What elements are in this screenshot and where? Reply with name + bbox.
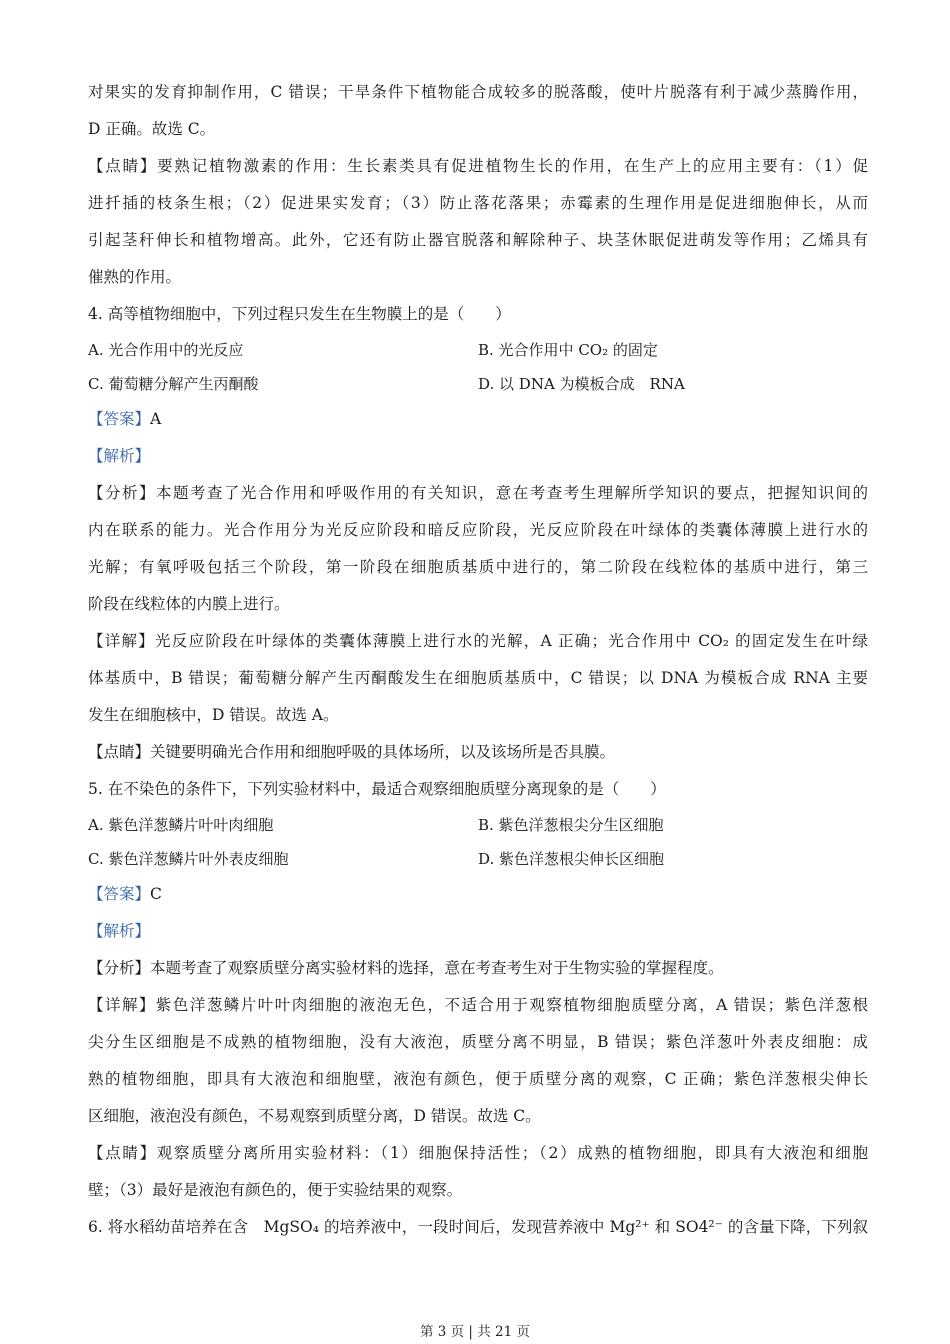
q5-answer [88, 876, 868, 913]
page-footer: 第 3 页 | 共 21 页 [419, 1324, 531, 1340]
q5-xiangjie-line: 区细胞，液泡没有颜色，不易观察到质壁分离，D 错误。故选 C。 [88, 1107, 541, 1125]
q4-jiexi-label: 【解析】 [88, 447, 151, 465]
q6-stem: 6. 将水稻幼苗培养在含 MgSO₄ 的培养液中，一段时间后，发现营养液中 Mg²⁺ 和 SO4²⁻ 的含量下降，下列叙 [88, 1218, 868, 1236]
q3-dianjing-line: 进扦插的枝条生根；（2）促进果实发育；（3）防止落花落果；赤霉素的生理作用是促进细胞伸长，从而 [88, 194, 868, 212]
q4-fenxi-line: 【分析】本题考查了光合作用和呼吸作用的有关知识，意在考查考生理解所学知识的要点，把握知识间的 [88, 484, 868, 502]
q5-jiexi-label: 【解析】 [88, 922, 151, 940]
q3-dianjing-line: 引起茎秆伸长和植物增高。此外，它还有防止器官脱落和解除种子、块茎休眠促进萌发等作用；乙烯具有 [88, 231, 868, 249]
q3-text-line: D 正确。故选 C。 [88, 120, 216, 138]
q4-xiangjie-line: 【详解】光反应阶段在叶绿体的类囊体薄膜上进行水的光解，A 正确；光合作用中 CO₂ 的固定发生在叶绿 [88, 632, 868, 650]
q4-options-row [88, 367, 868, 401]
document-page [88, 74, 868, 1246]
q5-option-d: D. 紫色洋葱根尖伸长区细胞 [478, 850, 665, 868]
q5-dianjing-line: 【点睛】观察质壁分离所用实验材料：（1）细胞保持活性；（2）成熟的植物细胞，即具有大液泡和细胞 [88, 1144, 868, 1162]
q4-xiangjie-line: 体基质中，B 错误；葡萄糖分解产生丙酮酸发生在细胞质基质中，C 错误；以 DNA 为模板合成 RNA 主要 [88, 669, 868, 687]
q5-stem: 5. 在不染色的条件下，下列实验材料中，最适合观察细胞质壁分离现象的是（ ） [88, 780, 666, 798]
q5-dianjing-line: 壁；（3）最好是液泡有颜色的，便于实验结果的观察。 [88, 1181, 463, 1199]
q5-xiangjie-line: 尖分生区细胞是不成熟的植物细胞，没有大液泡，质壁分离不明显，B 错误；紫色洋葱叶外表皮细胞：成 [88, 1033, 868, 1051]
q3-dianjing-line: 【点睛】要熟记植物激素的作用：生长素类具有促进植物生长的作用，在生产上的应用主要有：（1）促 [88, 157, 868, 175]
q5-options-row [88, 842, 868, 876]
q4-option-c: C. 葡萄糖分解产生丙酮酸 [88, 375, 259, 393]
q3-text-line: 对果实的发育抑制作用，C 错误；干旱条件下植物能合成较多的脱落酸，使叶片脱落有利于减少蒸腾作用， [88, 83, 868, 101]
q4-options-row [88, 333, 868, 367]
q4-fenxi-line: 光解；有氧呼吸包括三个阶段，第一阶段在细胞质基质中进行的，第二阶段在线粒体的基质中进行，第三 [88, 558, 868, 576]
q4-fenxi-line: 阶段在线粒体的内膜上进行。 [88, 595, 290, 613]
q4-option-b: B. 光合作用中 CO₂ 的固定 [478, 341, 658, 359]
q5-option-c: C. 紫色洋葱鳞片叶外表皮细胞 [88, 850, 289, 868]
q4-fenxi-line: 内在联系的能力。光合作用分为光反应阶段和暗反应阶段，光反应阶段在叶绿体的类囊体薄膜上进行水的 [88, 521, 868, 539]
answer-label: 【答案】 [88, 410, 151, 428]
q5-option-b: B. 紫色洋葱根尖分生区细胞 [478, 816, 664, 834]
q4-option-d: D. 以 DNA 为模板合成 RNA [478, 375, 685, 393]
q5-option-a: A. 紫色洋葱鳞片叶叶肉细胞 [88, 816, 274, 834]
q4-xiangjie-line: 发生在细胞核中，D 错误。故选 A。 [88, 706, 339, 724]
q3-dianjing-line: 催熟的作用。 [88, 268, 182, 286]
q4-answer [88, 401, 868, 438]
q4-option-a: A. 光合作用中的光反应 [88, 341, 244, 359]
answer-value: A [150, 410, 162, 428]
answer-label: 【答案】 [88, 885, 151, 903]
q5-fenxi: 【分析】本题考查了观察质壁分离实验材料的选择，意在考查考生对于生物实验的掌握程度。 [88, 959, 724, 977]
q4-stem: 4. 高等植物细胞中，下列过程只发生在生物膜上的是（ ） [88, 305, 511, 323]
answer-value: C [150, 885, 162, 903]
q5-xiangjie-line: 【详解】紫色洋葱鳞片叶叶肉细胞的液泡无色，不适合用于观察植物细胞质壁分离，A 错误；紫色洋葱根 [88, 996, 868, 1014]
q5-xiangjie-line: 熟的植物细胞，即具有大液泡和细胞壁，液泡有颜色，便于质壁分离的观察，C 正确；紫色洋葱根尖伸长 [88, 1070, 868, 1088]
q4-dianjing: 【点睛】关键要明确光合作用和细胞呼吸的具体场所，以及该场所是否具膜。 [88, 743, 616, 761]
q5-options-row [88, 808, 868, 842]
